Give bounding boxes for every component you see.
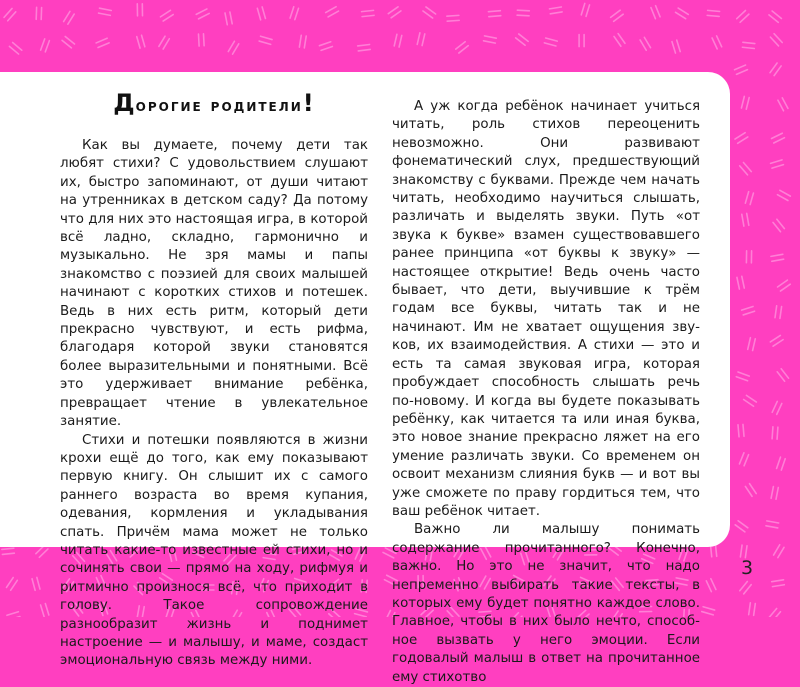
double-dash-mark <box>290 7 298 20</box>
double-dash-mark <box>160 10 173 21</box>
double-dash-mark <box>228 41 238 54</box>
double-dash-mark <box>2 548 14 554</box>
double-dash-mark <box>777 457 786 470</box>
double-dash-mark <box>423 7 436 18</box>
double-dash-mark <box>741 96 749 109</box>
page-title <box>60 92 368 117</box>
title-text: орогие родители <box>136 96 303 116</box>
double-dash-mark <box>773 219 784 231</box>
double-dash-mark <box>544 38 557 46</box>
double-dash-mark <box>41 604 49 617</box>
double-dash-mark <box>745 192 753 205</box>
double-dash-mark <box>41 39 50 52</box>
double-dash-mark <box>675 8 688 19</box>
double-dash-mark <box>769 11 781 22</box>
double-dash-mark <box>225 12 232 25</box>
right-column <box>392 98 700 687</box>
double-dash-mark <box>740 581 751 593</box>
double-dash-mark <box>744 395 757 406</box>
double-dash-mark <box>775 306 782 319</box>
double-dash-mark <box>257 7 265 20</box>
double-dash-mark <box>774 545 784 558</box>
title-exclamation: ! <box>303 89 315 117</box>
double-dash-mark <box>362 10 374 16</box>
double-dash-mark <box>516 34 529 45</box>
double-dash-mark <box>358 44 371 50</box>
double-dash-mark <box>319 42 332 51</box>
double-dash-mark <box>738 424 744 436</box>
double-dash-mark <box>745 484 756 497</box>
left-column <box>60 92 368 671</box>
double-dash-mark <box>326 7 339 17</box>
double-dash-mark <box>198 34 204 46</box>
double-dash-mark <box>581 3 589 16</box>
double-dash-mark <box>388 7 401 18</box>
double-dash-mark <box>299 35 306 48</box>
double-dash-mark <box>447 15 459 21</box>
double-dash-mark <box>770 63 781 76</box>
double-dash-mark <box>772 401 782 414</box>
double-dash-mark <box>62 36 74 47</box>
double-dash-mark <box>771 160 784 168</box>
double-dash-mark <box>137 35 145 48</box>
double-dash-mark <box>771 254 784 261</box>
double-dash-mark <box>740 545 747 558</box>
double-dash-mark <box>159 36 169 49</box>
double-dash-mark <box>484 36 497 43</box>
double-dash-mark <box>736 372 749 381</box>
double-dash-mark <box>772 133 785 143</box>
double-dash-mark <box>778 280 791 291</box>
paragraph: А уж когда ребёнок начинает учиться читать, роль стихов переоценить невозможно. Они развивают фонематический слух, предшествующий знакомству с буквами. Прежде чем начать читать, необходимо научиться слышать, различать и выделять звуки. Путь «от звука к букве» взамен существовавшего ранее принципа «от буквы к звуку» — настоящее открытие! Ведь очень часто бывает, что дети, выучившие к трём годам все буквы, читать так и не начинают. Им не хватает ощущения звуков, их взаимодействия. А стихи — это и есть та самая звуковая игра, которая пробуждает способность слышать речь по-новому. И когда вы будете показывать ребёнку, как читается та или иная буква, это новое знание прекрасно ляжет на его умение различать звуки. Со временем он освоит механизм слияния букв — и вот вы уже сможете по праву гордиться тем, что ваш ребёнок читает. <box>392 98 700 521</box>
double-dash-mark <box>735 133 748 144</box>
double-dash-mark <box>770 34 782 46</box>
double-dash-mark <box>651 6 660 19</box>
double-dash-mark <box>777 369 788 382</box>
page-number: 3 <box>741 557 753 579</box>
double-dash-mark <box>739 453 748 466</box>
double-dash-mark <box>64 11 75 24</box>
double-dash-mark <box>456 42 469 53</box>
double-dash-mark <box>742 306 755 314</box>
double-dash-mark <box>579 35 584 47</box>
double-dash-mark <box>712 36 722 49</box>
double-dash-mark <box>749 603 756 616</box>
double-dash-mark <box>778 98 788 111</box>
double-dash-mark <box>746 251 751 263</box>
double-dash-mark <box>771 487 778 500</box>
text-panel <box>0 72 730 547</box>
double-dash-mark <box>36 545 48 557</box>
double-dash-mark <box>196 9 209 19</box>
double-dash-mark <box>36 7 41 19</box>
paragraph: Как вы думаете, почему дети так любят стихи? С удовольствием слушают их, быстро запоминают, от души читают на утренниках в детском саду? Да потому что для них это настоящая игра, в которой всё ладно, складно, гармонично и музыкально. Не зря мамы и папы знакомство с поэзией для своих малышей начинают с коротких стихов и потешек. Ведь в них есть ритм, который дети прекрасно чувствуют, и есть рифма, благодаря которой звуки становятся более выразительными и понятными. Всё это удерживает внимание ребёнка, превращает чтение в увлекательное занятие. <box>60 137 368 432</box>
double-dash-mark <box>770 335 783 346</box>
double-dash-mark <box>706 579 716 592</box>
double-dash-mark <box>740 163 752 175</box>
double-dash-mark <box>99 8 112 15</box>
double-dash-mark <box>32 577 40 590</box>
double-dash-mark <box>259 36 272 44</box>
double-dash-mark <box>640 37 650 50</box>
double-dash-mark <box>737 10 749 22</box>
paragraph: Стихи и потешки появляются в жизни крохи ещё до того, как ему показывают первую книгу. Он слышит их с самого раннего возраста во время купания, одевания, кормления и укладывания спать. Причём мама может не только читать какие-то известные ей стихи, но и сочинять свои — прямо на ходу, рифмуя и ритмично произнося всё, что приходит в голову. Такое сопровождение разнообразит жизнь и поднимет настроение — и малышу, и маме, создаст эмоциональную связь между ними. <box>60 432 368 671</box>
double-dash-mark <box>769 608 781 617</box>
double-dash-mark <box>742 42 754 48</box>
paragraph: Важно ли малышу понимать содержание прочитанного? Конечно, важно. Но это не значит, что надо непременно выбирать такие тексты, в которых ему будет понятно каждое слово. Главное, чтобы в них было нечто, способное вызвать у него эмоции. Если годовалый малыш в ответ на прочитанное ему стихотво <box>392 521 700 687</box>
double-dash-mark <box>614 34 625 47</box>
double-dash-mark <box>4 8 16 20</box>
double-dash-mark <box>549 7 562 14</box>
double-dash-mark <box>6 578 17 591</box>
double-dash-mark <box>735 65 748 74</box>
double-dash-mark <box>394 34 402 47</box>
double-dash-mark <box>777 190 790 200</box>
double-dash-mark <box>417 33 425 46</box>
double-dash-mark <box>707 10 719 16</box>
double-dash-mark <box>672 40 680 53</box>
double-dash-mark <box>772 427 778 439</box>
double-dash-mark <box>737 276 744 289</box>
title-first-letter: Д <box>113 89 135 117</box>
double-dash-mark <box>488 11 500 17</box>
double-dash-mark <box>772 580 785 587</box>
double-dash-mark <box>517 10 529 16</box>
double-dash-mark <box>96 38 109 47</box>
double-dash-mark <box>7 612 20 617</box>
double-dash-mark <box>9 43 21 55</box>
double-dash-mark <box>742 213 749 226</box>
double-dash-mark <box>735 521 748 532</box>
double-dash-mark <box>137 4 142 16</box>
double-dash-mark <box>702 607 715 615</box>
double-dash-mark <box>766 521 779 528</box>
double-dash-mark <box>611 10 624 21</box>
double-dash-mark <box>748 338 756 351</box>
